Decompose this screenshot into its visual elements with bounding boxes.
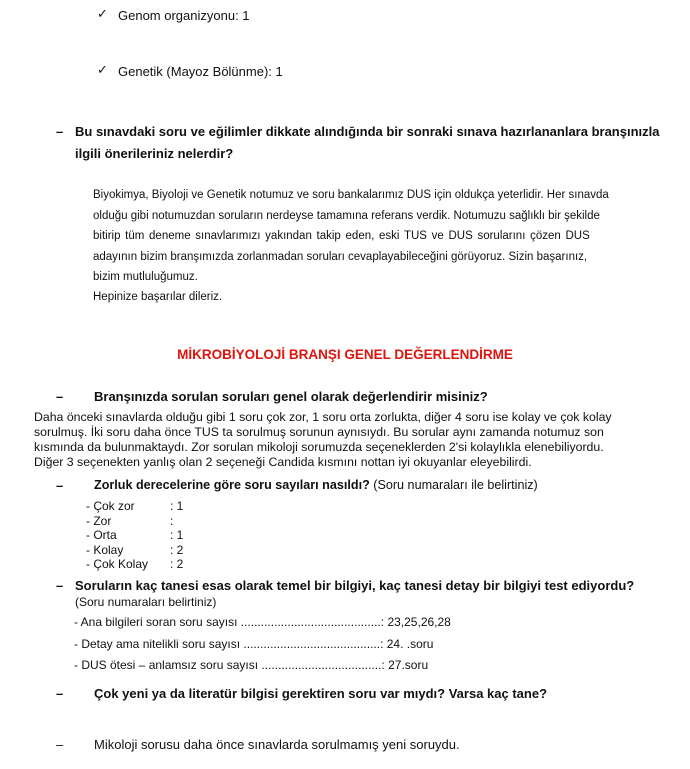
question-dash: – xyxy=(56,578,64,593)
difficulty-value: : 2 xyxy=(170,542,184,557)
temel-value: : 23,25,26,28 xyxy=(380,615,451,629)
answer-line: olduğu gibi notumuzdan soruların nerdeyse tamamına referans verdik. Notumuzu sağlıklı bir şekilde xyxy=(93,209,600,222)
temel-row xyxy=(74,637,451,659)
question-dash: – xyxy=(56,478,64,493)
difficulty-label: - Zor xyxy=(86,513,112,528)
temel-dots: .................................... xyxy=(258,658,382,672)
answer-paragraph xyxy=(93,189,609,311)
difficulty-list xyxy=(86,499,183,572)
temel-value: : 27.soru xyxy=(381,658,429,672)
difficulty-value: : 2 xyxy=(170,557,184,571)
answer-dash: – xyxy=(56,737,64,752)
answer-line: bitirip tüm deneme sınavlarımızı yakından takip eden, eski TUS ve DUS sorularını çözen DUS xyxy=(93,230,590,242)
temel-label: - Detay ama nitelikli soru sayısı xyxy=(74,636,241,651)
question-dash: – xyxy=(56,686,64,701)
difficulty-label: - Çok zor xyxy=(86,499,135,513)
genel-answer-line: sorulmuş. İki soru daha önce TUS ta sorulmuş sorunun aynısıydı. Bu sorular aynı zamanda notumuz son xyxy=(34,425,604,439)
check-item-genom: Genom organizyonu: 1 xyxy=(118,8,250,23)
difficulty-label: - Kolay xyxy=(86,542,124,557)
temel-dots: ......................................... xyxy=(240,636,381,651)
difficulty-row xyxy=(86,557,183,572)
temel-dots: .......................................... xyxy=(237,615,381,629)
question-temel: Soruların kaç tanesi esas olarak temel bir bilgiyi, kaç tanesi detay bir bilgiyi test ediyordu? xyxy=(75,578,635,593)
difficulty-label: - Orta xyxy=(86,528,117,542)
difficulty-row xyxy=(86,528,183,543)
difficulty-row xyxy=(86,514,183,529)
difficulty-value: : xyxy=(170,513,174,528)
temel-value: : 24. .soru xyxy=(380,636,434,651)
question-dash: – xyxy=(56,389,64,404)
answer-line: Biyokimya, Biyoloji ve Genetik notumuz ve soru bankalarımız DUS için oldukça yeterlidir. Her sınavda xyxy=(93,189,609,201)
check-item-genetik: Genetik (Mayoz Bölünme): 1 xyxy=(118,64,283,79)
difficulty-row xyxy=(86,543,183,558)
check-icon: ✓ xyxy=(97,6,108,21)
genel-answer-line: Diğer 3 seçenekten yanlış olan 2 seçeneği Candida kısmını nottan iyi okuyanlar eleyebilirdi. xyxy=(34,455,532,469)
temel-list xyxy=(74,615,451,680)
temel-label: - Ana bilgileri soran soru sayısı xyxy=(74,615,238,629)
question-zorluk-bold: Zorluk derecelerine göre soru sayıları nasıldı? xyxy=(94,478,370,492)
question-dash: – xyxy=(56,124,64,139)
answer-closing: Hepinize başarılar dileriz. xyxy=(93,291,223,303)
answer-line: adayının bizim branşımızda zorlanmadan soruları cevaplayabileceğini görüyoruz. Sizin başarınız, xyxy=(93,250,588,263)
question-oneriler-line2: ilgili önerileriniz nelerdir? xyxy=(75,146,234,161)
answer-line: bizim mutluluğumuz. xyxy=(93,271,198,283)
difficulty-row xyxy=(86,499,183,514)
difficulty-label: - Çok Kolay xyxy=(86,557,149,571)
question-zorluk-note: (Soru numaraları ile belirtiniz) xyxy=(369,478,538,492)
genel-answer-line: kısmında da bulunmaktaydı. Zor sorulan mikoloji sorumuzda seçeneklerden 2'si kolaylıkla elenebiliyordu. xyxy=(34,440,604,454)
question-yeni: Çok yeni ya da literatür bilgisi gerektiren soru var mıydı? Varsa kaç tane? xyxy=(94,686,548,701)
answer-yeni: Mikoloji sorusu daha önce sınavlarda sorulmamış yeni soruydu. xyxy=(94,737,460,752)
difficulty-value: : 1 xyxy=(170,499,184,513)
temel-row xyxy=(74,658,451,680)
question-oneriler-line1: Bu sınavdaki soru ve eğilimler dikkate alındığında bir sonraki sınava hazırlananlara branşınızla xyxy=(75,124,660,139)
temel-label: - DUS ötesi – anlamsız soru sayısı xyxy=(74,658,259,672)
question-temel-sub: (Soru numaraları belirtiniz) xyxy=(75,595,217,609)
genel-answer xyxy=(34,410,612,470)
temel-row xyxy=(74,615,451,637)
genel-answer-line: Daha önceki sınavlarda olduğu gibi 1 soru çok zor, 1 soru orta zorlukta, diğer 4 soru ise kolay ve çok kolay xyxy=(34,410,612,424)
difficulty-value: : 1 xyxy=(170,528,184,542)
section-heading: MİKROBİYOLOJİ BRANŞI GENEL DEĞERLENDİRME xyxy=(177,347,513,362)
question-zorluk xyxy=(94,478,538,492)
check-icon: ✓ xyxy=(97,62,108,77)
question-genel: Branşınızda sorulan soruları genel olarak değerlendirir misiniz? xyxy=(94,389,488,404)
